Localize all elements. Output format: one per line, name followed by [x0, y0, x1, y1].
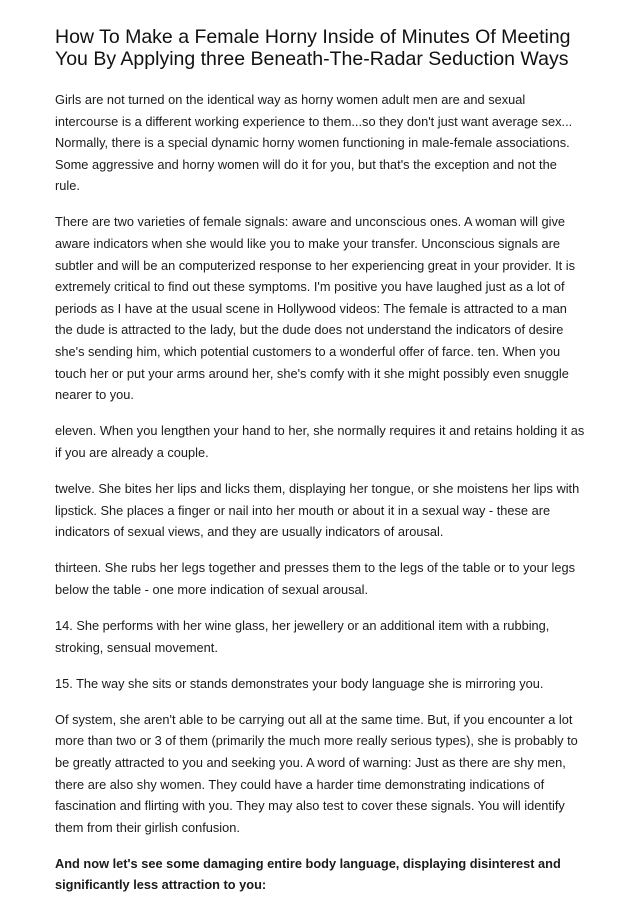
paragraph-intro: Girls are not turned on the identical way as horny women adult men are and sexual intercourse is a different working experience to them...so they don't just want average sex... Normally, there is a special dynamic horny women functioning in male-female associations. Some aggressive and horny women will do it for you, but that's the exception and not the rule. — [55, 92, 573, 194]
document-page — [55, 26, 585, 911]
paragraph-female-signals: There are two varieties of female signals: aware and unconscious ones. A woman will give aware indicators when she would like you to make your transfer. Unconscious signals are subtler and will be an computerized response to her experiencing great in your provider. It is extremely critical to find out these symptoms. I'm positive you have laughed just as a lot of periods as I have at the usual scene in Hollywood videos: The female is attracted to a man the dude is attracted to the lady, but the dude does not understand the indicators of desire she's sending him, which potential customers to a wonderful offer of farce. ten. When you touch her or put your arms around her, she's comfy with it she might possibly even snuggle nearer to you. — [55, 214, 575, 403]
paragraph-negative-body-language: And now let's see some damaging entire body language, displaying disinterest and significantly less attraction to you: — [55, 855, 561, 893]
document-title: How To Make a Female Horny Inside of Minutes Of Meeting You By Applying three Beneath-The-Radar Seduction Ways — [55, 26, 571, 70]
paragraph-item-fourteen: 14. She performs with her wine glass, her jewellery or an additional item with a rubbing, stroking, sensual movement. — [55, 617, 550, 655]
paragraph-item-thirteen: thirteen. She rubs her legs together and presses them to the legs of the table or to your legs below the table - one more indication of sexual arousal. — [55, 560, 576, 597]
paragraph-item-twelve: twelve. She bites her lips and licks them, displaying her tongue, or she moistens her lips with lipstick. She places a finger or nail into her mouth or about it in a sexual way - these are indicators of sexual views, and they are usually indicators of arousal. — [55, 481, 580, 540]
paragraph-summary: Of system, she aren't able to be carrying out all at the same time. But, if you encounter a lot more than two or 3 of them (primarily the much more really serious types), she is probably to be greatly attracted to you and seeking you. A word of warning: Just as there are shy men, there are also shy women. They could have a harder time demonstrating indications of fascination and flirting with you. They may also test to cover these signals. You will identify them from their girlish confusion. — [55, 711, 578, 835]
paragraph-item-eleven: eleven. When you lengthen your hand to her, she normally requires it and retains holding it as if you are already a couple. — [55, 423, 585, 460]
paragraph-item-fifteen: 15. The way she sits or stands demonstrates your body language she is mirroring you. — [55, 675, 544, 691]
